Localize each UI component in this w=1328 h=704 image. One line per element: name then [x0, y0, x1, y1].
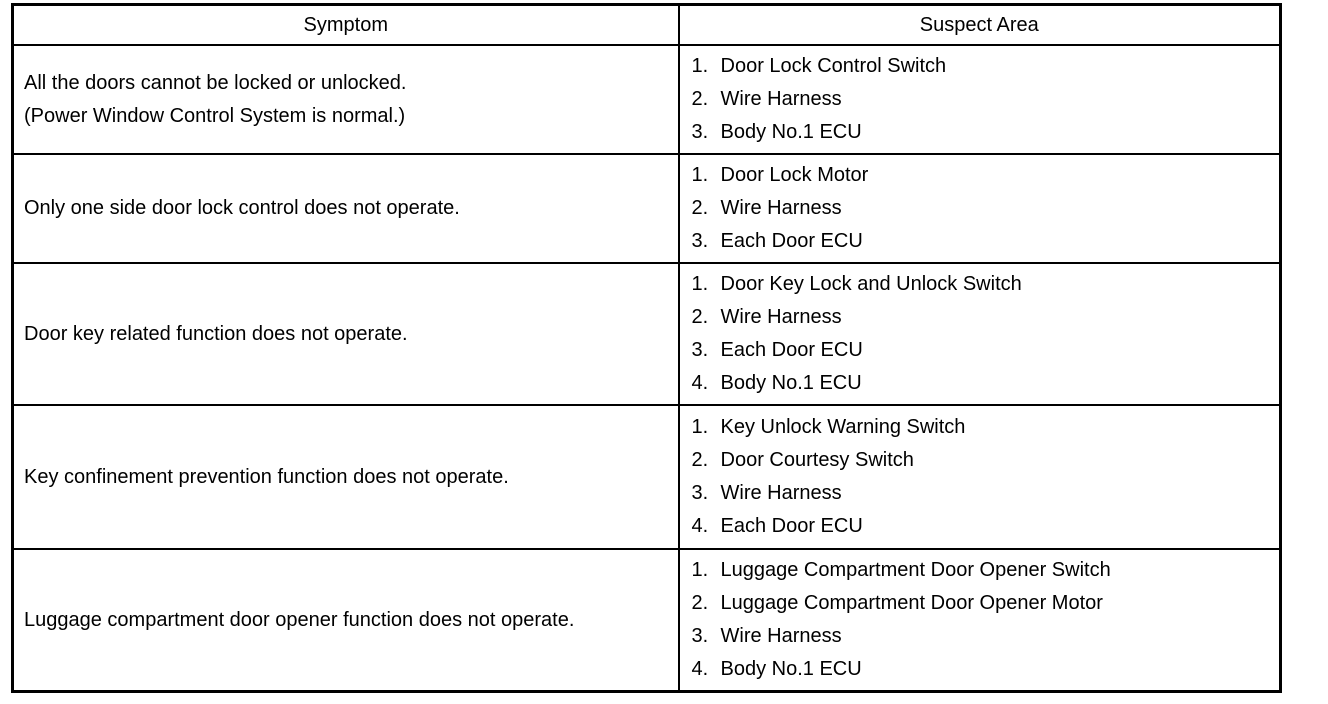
suspect-text: Each Door ECU	[720, 339, 863, 361]
suspect-text: Door Courtesy Switch	[720, 449, 914, 471]
suspect-number: 1.	[691, 55, 709, 77]
suspect-item	[692, 225, 1280, 258]
suspect-text: Luggage Compartment Door Opener Switch	[720, 559, 1111, 581]
suspect-text: Door Lock Control Switch	[720, 55, 947, 77]
table-row	[13, 549, 1281, 692]
suspect-text: Wire Harness	[720, 197, 842, 219]
suspect-number: 2.	[691, 88, 709, 110]
suspect-text: Wire Harness	[720, 482, 842, 504]
suspect-number: 3.	[691, 121, 709, 143]
suspect-number: 2.	[691, 449, 709, 471]
suspect-text: Body No.1 ECU	[720, 372, 862, 394]
header-symptom: Symptom	[13, 5, 679, 46]
symptom-cell	[13, 405, 679, 549]
suspect-number: 1.	[691, 273, 709, 295]
suspect-number: 4.	[691, 515, 709, 537]
suspect-item	[692, 653, 1280, 686]
symptom-text: All the doors cannot be locked or unlocked.	[24, 71, 407, 94]
suspect-cell	[679, 263, 1281, 405]
suspect-number: 2.	[691, 306, 709, 328]
suspect-item	[692, 83, 1280, 116]
suspect-number: 1.	[691, 164, 709, 186]
suspect-cell	[679, 45, 1281, 154]
symptom-cell	[13, 549, 679, 692]
suspect-item	[692, 268, 1280, 301]
suspect-text: Each Door ECU	[720, 515, 863, 537]
suspect-text: Key Unlock Warning Switch	[720, 416, 966, 438]
suspect-number: 3.	[691, 339, 709, 361]
suspect-text: Wire Harness	[720, 88, 842, 110]
suspect-cell	[679, 154, 1281, 263]
symptom-note: (Power Window Control System is normal.)	[24, 104, 406, 127]
suspect-text: Wire Harness	[720, 625, 842, 647]
suspect-number: 3.	[691, 625, 709, 647]
table-header-row	[13, 5, 1281, 46]
suspect-text: Door Key Lock and Unlock Switch	[720, 273, 1022, 295]
symptom-table-container	[11, 3, 1279, 693]
suspect-text: Luggage Compartment Door Opener Motor	[720, 592, 1103, 614]
suspect-item	[692, 554, 1280, 587]
suspect-item	[692, 301, 1280, 334]
header-suspect-area: Suspect Area	[679, 5, 1281, 46]
suspect-number: 2.	[691, 197, 709, 219]
suspect-number: 2.	[691, 592, 709, 614]
suspect-item	[692, 50, 1280, 83]
suspect-text: Body No.1 ECU	[720, 121, 862, 143]
suspect-number: 1.	[691, 416, 709, 438]
suspect-text: Wire Harness	[720, 306, 842, 328]
suspect-item	[692, 510, 1280, 543]
suspect-text: Door Lock Motor	[720, 164, 869, 186]
suspect-item	[692, 587, 1280, 620]
suspect-number: 3.	[691, 230, 709, 252]
suspect-text: Each Door ECU	[720, 230, 863, 252]
suspect-item	[692, 159, 1280, 192]
suspect-text: Body No.1 ECU	[720, 658, 862, 680]
symptom-table	[11, 3, 1282, 693]
table-row	[13, 154, 1281, 263]
symptom-text: Key confinement prevention function does not operate.	[24, 465, 509, 488]
suspect-number: 4.	[691, 658, 709, 680]
symptom-text: Luggage compartment door opener function does not operate.	[24, 608, 575, 631]
suspect-item	[692, 444, 1280, 477]
table-row	[13, 45, 1281, 154]
suspect-item	[692, 620, 1280, 653]
symptom-cell	[13, 154, 679, 263]
symptom-cell	[13, 45, 679, 154]
symptom-cell	[13, 263, 679, 405]
suspect-item	[692, 116, 1280, 149]
suspect-item	[692, 192, 1280, 225]
suspect-item	[692, 411, 1280, 444]
suspect-cell	[679, 405, 1281, 549]
table-row	[13, 263, 1281, 405]
suspect-item	[692, 334, 1280, 367]
symptom-text: Door key related function does not operate.	[24, 322, 408, 345]
suspect-number: 3.	[691, 482, 709, 504]
suspect-item	[692, 367, 1280, 400]
table-row	[13, 405, 1281, 549]
suspect-cell	[679, 549, 1281, 692]
symptom-text: Only one side door lock control does not operate.	[24, 197, 460, 219]
suspect-number: 1.	[691, 559, 709, 581]
suspect-item	[692, 477, 1280, 510]
suspect-number: 4.	[691, 372, 709, 394]
